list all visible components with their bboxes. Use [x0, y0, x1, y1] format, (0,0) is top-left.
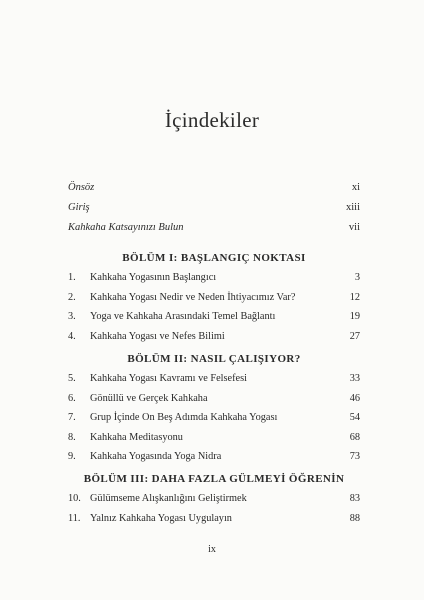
toc-entry — [68, 311, 360, 331]
toc-entry-laughter-quotient — [68, 222, 360, 242]
entry-page: 68 — [349, 431, 360, 443]
toc-entry — [68, 272, 360, 292]
toc-entry-label: Kahkaha Katsayınızı Bulun — [68, 222, 184, 233]
toc-section-2 — [68, 353, 360, 471]
entry-title: Kahkaha Yogası Nedir ve Neden İhtiyacımız Var? — [90, 291, 296, 303]
section-heading: BÖLÜM II: NASIL ÇALIŞIYOR? — [127, 353, 301, 365]
entry-number: 7. — [68, 412, 76, 423]
section-heading: BÖLÜM III: DAHA FAZLA GÜLMEYİ ÖĞRENİN — [83, 473, 345, 485]
toc-entry-page: xi — [351, 182, 360, 193]
entry-page: 33 — [349, 373, 360, 384]
entry-page: 27 — [349, 330, 360, 342]
entry-title: Kahkaha Meditasyonu — [90, 431, 183, 443]
entry-page: 88 — [349, 512, 360, 524]
toc-entry — [68, 412, 360, 432]
entry-number: 10. — [68, 493, 81, 504]
toc-entry — [68, 513, 360, 533]
toc-entry — [68, 373, 360, 393]
entry-page: 19 — [349, 311, 360, 322]
entry-page: 83 — [349, 493, 360, 504]
entry-number: 5. — [68, 373, 76, 384]
toc-entry-foreword — [68, 182, 360, 202]
toc-section-1 — [68, 252, 360, 350]
entry-number: 4. — [68, 330, 76, 342]
entry-number: 1. — [68, 272, 76, 283]
entry-title: Yoga ve Kahkaha Arasındaki Temel Bağlantı — [90, 311, 276, 322]
toc-entry-page: xiii — [345, 202, 360, 213]
toc-entry — [68, 451, 360, 471]
entry-title: Gülümseme Alışkanlığını Geliştirmek — [90, 493, 247, 504]
front-matter-list — [68, 182, 360, 242]
entry-number: 9. — [68, 451, 76, 462]
entry-page: 54 — [349, 412, 360, 423]
entry-number: 6. — [68, 392, 76, 404]
entry-number: 2. — [68, 291, 76, 303]
entry-title: Grup İçinde On Beş Adımda Kahkaha Yogası — [90, 412, 278, 423]
entry-page: 46 — [349, 392, 360, 404]
section-heading: BÖLÜM I: BAŞLANGIÇ NOKTASI — [122, 252, 306, 264]
entry-title: Gönüllü ve Gerçek Kahkaha — [90, 392, 208, 404]
toc-entry — [68, 393, 360, 413]
entry-page: 3 — [354, 272, 360, 283]
toc-entry — [68, 331, 360, 351]
entry-title: Kahkaha Yogasında Yoga Nidra — [90, 451, 222, 462]
toc-entry-label: Giriş — [68, 202, 90, 213]
entry-page: 12 — [349, 291, 360, 303]
toc-entry-label: Önsöz — [68, 182, 95, 193]
entry-title: Yalnız Kahkaha Yogası Uygulayın — [90, 512, 232, 524]
toc-entry-introduction — [68, 202, 360, 222]
entry-page: 73 — [349, 451, 360, 462]
page-title: İçindekiler — [164, 108, 260, 132]
toc-entry — [68, 493, 360, 513]
toc-entry — [68, 292, 360, 312]
entry-number: 11. — [68, 512, 81, 524]
entry-number: 3. — [68, 311, 76, 322]
entry-title: Kahkaha Yogasının Başlangıcı — [90, 272, 217, 283]
entry-number: 8. — [68, 431, 76, 443]
toc-entry-page: vii — [348, 222, 360, 233]
toc-entry — [68, 432, 360, 452]
toc-section-3 — [68, 473, 360, 532]
entry-title: Kahkaha Yogası Kavramı ve Felsefesi — [90, 373, 247, 384]
entry-title: Kahkaha Yogası ve Nefes Bilimi — [90, 330, 225, 342]
page-number: ix — [208, 544, 216, 555]
